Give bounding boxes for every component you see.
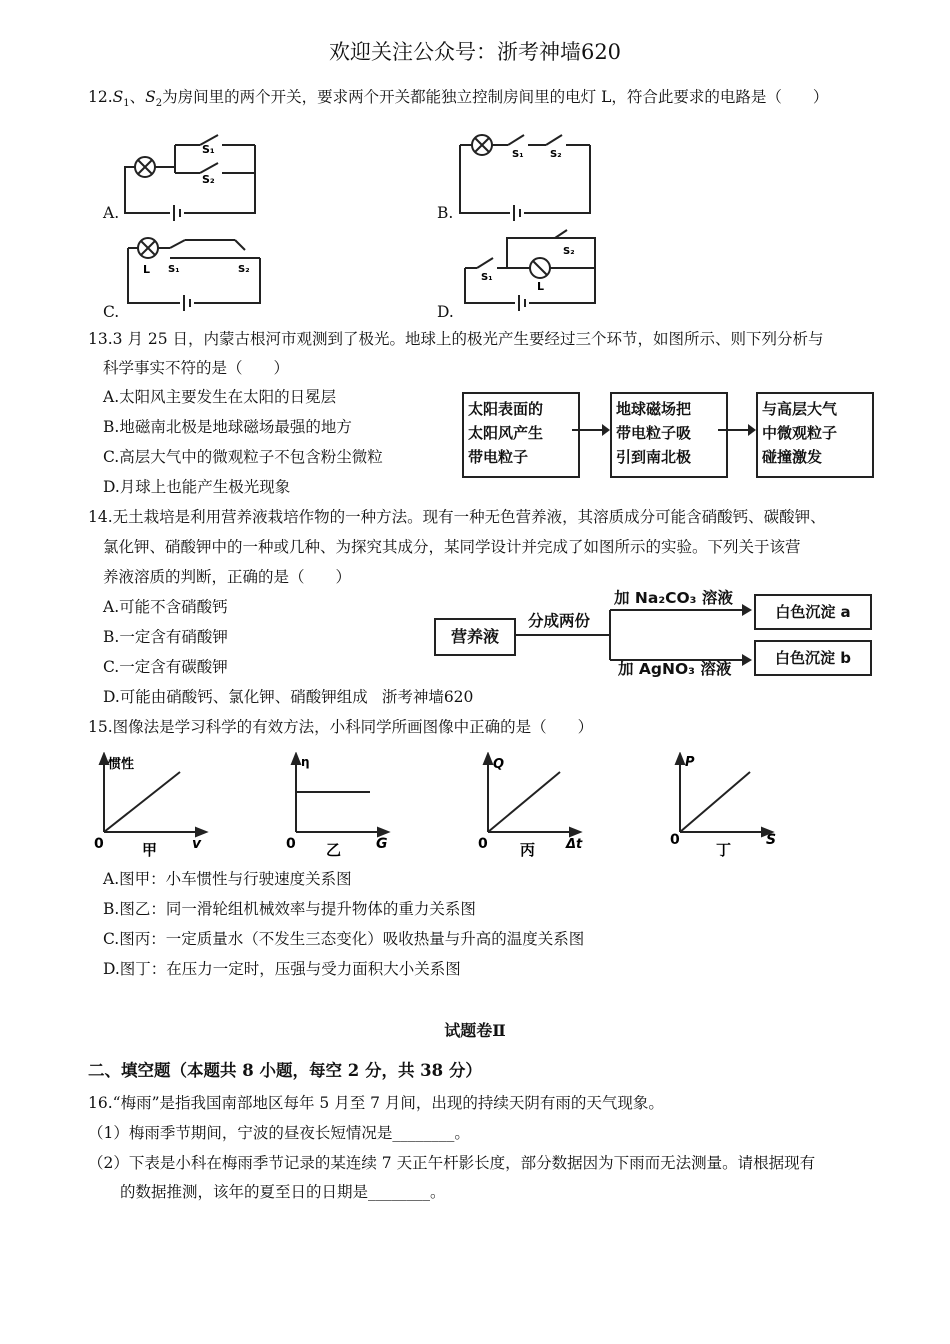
svg-text:S₁: S₁ xyxy=(512,149,524,160)
q15-option-b[interactable]: B.图乙：同一滑轮组机械效率与提升物体的重力关系图 xyxy=(103,900,476,918)
q12-option-a[interactable]: A. xyxy=(103,204,120,222)
q16-part2-line2: 的数据推测，该年的夏至日的日期是________。 xyxy=(120,1183,446,1201)
svg-text:Q: Q xyxy=(493,757,505,772)
split-label: 分成两份 xyxy=(528,612,591,630)
svg-text:S₂: S₂ xyxy=(238,264,250,275)
q14-option-b[interactable]: B.一定含有硝酸钾 xyxy=(103,628,228,646)
q12-stem: $12.S_1$、$S_2$为房间里的两个开关，要求两个开关都能独立控制房间里的电灯 L，符合此要求的电路是（ ） xyxy=(88,88,829,110)
q14-stem-line2: 氯化钾、硝酸钾中的一种或几种、为探究其成分，某同学设计并完成了如图所示的实验。下列关于该营 xyxy=(103,538,801,556)
q15-option-d[interactable]: D.图丁：在压力一定时，压强与受力面积大小关系图 xyxy=(103,960,461,978)
svg-text:惯性: 惯性 xyxy=(108,757,135,772)
section-heading: 二、填空题（本题共 8 小题，每空 2 分，共 38 分） xyxy=(88,1061,482,1080)
svg-text:S: S xyxy=(766,832,777,848)
q14-option-c[interactable]: C.一定含有碳酸钾 xyxy=(103,658,228,676)
circuit-d xyxy=(455,228,625,318)
graph-jia xyxy=(92,752,222,862)
svg-text:v: v xyxy=(192,836,202,852)
graph-jia-name: 甲 xyxy=(142,841,158,859)
svg-text:S₁: S₁ xyxy=(481,272,493,283)
svg-text:S₂: S₂ xyxy=(550,149,562,160)
page-header: 欢迎关注公众号：浙考神墙620 xyxy=(328,40,622,64)
q14-option-a[interactable]: A.可能不含硝酸钙 xyxy=(103,598,228,616)
q12-option-b[interactable]: B. xyxy=(437,204,454,222)
svg-text:0: 0 xyxy=(286,836,296,852)
q14-stem-line3: 养液溶质的判断，正确的是（ ） xyxy=(103,568,352,586)
circuit-c xyxy=(110,228,280,318)
svg-text:L: L xyxy=(143,263,151,276)
svg-text:Δt: Δt xyxy=(566,837,583,852)
svg-text:L: L xyxy=(537,280,545,293)
q13-option-a[interactable]: A.太阳风主要发生在太阳的日冕层 xyxy=(103,388,337,406)
svg-text:G: G xyxy=(376,836,388,852)
aurora-arrow-2 xyxy=(718,420,758,440)
q16-stem: 16.“梅雨”是指我国南部地区每年 5 月至 7 月间，出现的持续天阴有雨的天气现象。 xyxy=(88,1094,664,1112)
svg-text:η: η xyxy=(301,755,310,769)
q13-stem-line2: 科学事实不符的是（ ） xyxy=(103,359,290,377)
q13-option-b[interactable]: B.地磁南北极是地球磁场最强的地方 xyxy=(103,418,352,436)
svg-text:P: P xyxy=(685,755,695,770)
graph-yi-name: 乙 xyxy=(326,841,342,859)
q15-option-a[interactable]: A.图甲：小车惯性与行驶速度关系图 xyxy=(103,870,352,888)
section-title: 试题卷Ⅱ xyxy=(444,1021,506,1040)
circuit-b xyxy=(450,125,610,225)
nutrient-solution-box: 营养液 xyxy=(434,618,516,656)
svg-text:0: 0 xyxy=(670,832,680,848)
q15-option-c[interactable]: C.图丙：一定质量水（不发生三态变化）吸收热量与升高的温度关系图 xyxy=(103,930,585,948)
result-box-b: 白色沉淀 b xyxy=(754,640,872,676)
q16-part1: （1）梅雨季节期间，宁波的昼夜长短情况是________。 xyxy=(88,1124,470,1142)
label-s2: S₂ xyxy=(202,173,215,186)
reagent-top: 加 Na₂CO₃ 溶液 xyxy=(614,589,733,607)
q14-stem-line1: 14.无土栽培是利用营养液栽培作物的一种方法。现有一种无色营养液，其溶质成分可能含硝酸钙、碳酸钾、 xyxy=(88,508,826,526)
aurora-arrow-1 xyxy=(572,420,612,440)
svg-text:0: 0 xyxy=(478,836,488,852)
graph-bing-name: 丙 xyxy=(520,841,536,859)
q13-option-c[interactable]: C.高层大气中的微观粒子不包含粉尘微粒 xyxy=(103,448,383,466)
aurora-box-2: 地球磁场把 带电粒子吸 引到南北极 xyxy=(610,392,728,478)
watermark: 浙考神墙620 xyxy=(381,688,474,706)
circuit-a xyxy=(100,125,280,225)
result-box-a: 白色沉淀 a xyxy=(754,594,872,630)
q13-option-d[interactable]: D.月球上也能产生极光现象 xyxy=(103,478,291,496)
svg-text:S₁: S₁ xyxy=(168,264,180,275)
q12-option-d[interactable]: D. xyxy=(437,303,454,321)
q13-stem-line1: 13.3 月 25 日，内蒙古根河市观测到了极光。地球上的极光产生要经过三个环节，如图所示、则下列分析与 xyxy=(88,330,824,348)
graph-bing xyxy=(476,752,606,862)
svg-text:0: 0 xyxy=(94,836,104,852)
q16-part2-line1: （2）下表是小科在梅雨季节记录的某连续 7 天正午杆影长度，部分数据因为下雨而无法测量。请根据现有 xyxy=(88,1154,816,1172)
reagent-bottom: 加 AgNO₃ 溶液 xyxy=(618,660,732,678)
graph-ding xyxy=(668,752,798,862)
q12-option-c[interactable]: C. xyxy=(103,303,120,321)
aurora-box-1: 太阳表面的 太阳风产生 带电粒子 xyxy=(462,392,580,478)
q15-stem: 15.图像法是学习科学的有效方法，小科同学所画图像中正确的是（ ） xyxy=(88,718,594,736)
q14-option-d[interactable]: D.可能由硝酸钙、氯化钾、硝酸钾组成 浙考神墙620 xyxy=(103,688,474,706)
graph-ding-name: 丁 xyxy=(716,841,732,859)
label-s1: S₁ xyxy=(202,143,215,156)
graph-yi xyxy=(284,752,414,862)
svg-text:S₂: S₂ xyxy=(563,246,575,257)
aurora-box-3: 与高层大气 中微观粒子 碰撞激发 xyxy=(756,392,874,478)
